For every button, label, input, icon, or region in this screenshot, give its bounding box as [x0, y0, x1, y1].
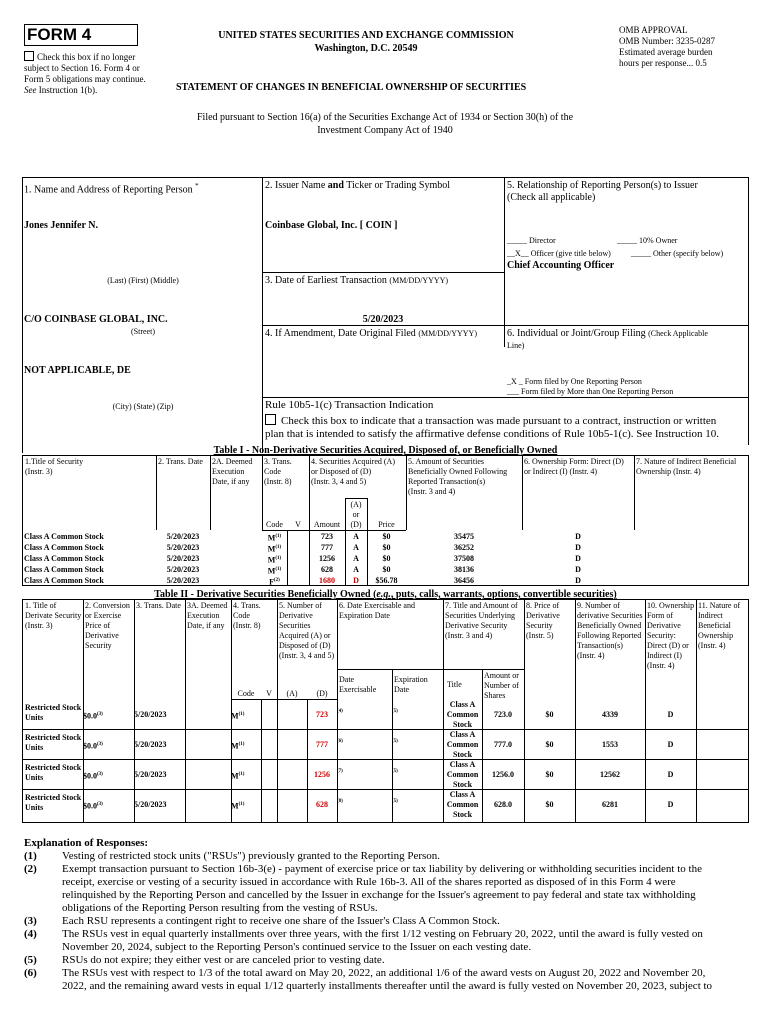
- box4-label: 4. If Amendment, Date Original Filed (MM/DD/YYYY): [265, 328, 477, 339]
- t1-sub-ad: (A) or (D): [350, 500, 362, 529]
- t2-cell-title-t2: Units: [25, 803, 44, 812]
- t2-cell-amount: [482, 710, 524, 720]
- t2-cell-underlying: [443, 760, 482, 790]
- t1-cell-date: [156, 554, 210, 564]
- t2-cell-conv-price-pfn[interactable]: (3): [97, 712, 103, 717]
- t2-cell-underlying-u2: Common: [446, 770, 479, 779]
- t1-cell-ad-text: A: [353, 543, 359, 552]
- t2-cell-code: [231, 770, 261, 782]
- t2-cell-date: [134, 800, 185, 810]
- t2-cell-form: [645, 770, 696, 780]
- t2-cell-underlying-u1: Class A: [449, 700, 476, 709]
- t2-cell-price-p8: $0: [545, 710, 554, 719]
- explanation-item: [24, 863, 750, 915]
- t2-h7: 7. Title and Amount of Securities Underlying Derivative Security (Instr. 3 and 4): [445, 601, 518, 640]
- t1-cell-price-text: $0: [382, 543, 391, 552]
- t2-cell-code-cfn[interactable]: (1): [238, 802, 245, 807]
- table1-row: [22, 564, 749, 575]
- t2-cell-form-form: D: [667, 770, 674, 779]
- t2-cell-conv-price-pfn[interactable]: (3): [97, 772, 103, 777]
- t1-cell-amount: [309, 554, 345, 564]
- t2-cell-amount-amt: 777.0: [494, 740, 512, 749]
- t2-h9: 9. Number of derivative Securities Beneficially Owned Following Reported Transaction(s) (Instr. 4): [577, 601, 643, 660]
- t2-cell-form-form: D: [667, 740, 674, 749]
- officer-title: Chief Accounting Officer: [507, 260, 615, 271]
- ten-pct-owner-option[interactable]: _____ 10% Owner: [617, 236, 678, 245]
- footnote-ref[interactable]: (2): [274, 578, 280, 583]
- t1-sub-price: Price: [378, 520, 395, 529]
- t1-cell-ad: [345, 543, 367, 553]
- table2-row: [22, 790, 749, 820]
- t2-cell-title-t1: Restricted Stock: [25, 763, 82, 772]
- t1-cell-date: [156, 543, 210, 553]
- t1-cell-date-text: 5/20/2023: [166, 565, 200, 574]
- explanation-item: [24, 915, 750, 928]
- explanation-number: (5): [24, 954, 37, 966]
- explanation-item: [24, 850, 750, 863]
- t2-cell-underlying-u2: Common: [446, 800, 479, 809]
- t2-cell-underlying-u1: Class A: [449, 790, 476, 799]
- street-label: (Street): [131, 327, 155, 336]
- t2-sub-code: Code: [237, 689, 255, 698]
- t1-cell-date-text: 5/20/2023: [166, 554, 200, 563]
- t2-cell-code-code: M: [231, 801, 239, 811]
- t1-cell-owned: [406, 532, 522, 542]
- t2-cell-code-cfn[interactable]: (1): [238, 712, 245, 717]
- street-value: C/O COINBASE GLOBAL, INC.: [24, 314, 168, 325]
- t1-sub-code: Code: [266, 520, 283, 529]
- t1-cell-price: [367, 565, 406, 575]
- explanation-line: Each RSU represents a contingent right to receive one share of the Issuer's Class A Common Stock.: [62, 915, 500, 927]
- t2-cell-amount-amt: 723.0: [494, 710, 512, 719]
- city-value: NOT APPLICABLE, DE: [24, 365, 131, 376]
- t1-cell-code-text: M: [267, 566, 276, 576]
- t2-cell-price: [524, 800, 575, 810]
- t2-cell-owned-owned: 1553: [602, 740, 618, 749]
- t2-cell-date-date: 5/20/2023: [134, 770, 167, 779]
- t2-cell-code-code: M: [231, 771, 239, 781]
- t1-cell-owned: [406, 543, 522, 553]
- t2-cell-price-p8: $0: [545, 800, 554, 809]
- t2-cell-owned: [575, 800, 645, 810]
- t2-cell-code-code: M: [231, 711, 239, 721]
- t2-cell-date-exercisable-de[interactable]: (8): [337, 799, 343, 804]
- t2-cell-amount-amt: 1256.0: [492, 770, 514, 779]
- t2-h6: 6. Date Exercisable and Expiration Date: [339, 601, 415, 620]
- officer-option[interactable]: __X__ Officer (give title below): [507, 249, 611, 258]
- t2-cell-expiration: [392, 797, 442, 809]
- table2-title: Table II - Derivative Securities Beneficially Owned (e.g., puts, calls, warrants, options, convertible securities): [154, 589, 617, 600]
- explanation-line: obligations of the Reporting Person resulting from the vesting of RSUs.: [62, 902, 378, 914]
- explanation-item: [24, 928, 750, 954]
- explanation-item: [24, 967, 750, 993]
- t1-cell-title-text: Class A Common Stock: [24, 576, 104, 585]
- t1-h2a: 2A. Deemed Execution Date, if any: [212, 457, 253, 486]
- box6-label: 6. Individual or Joint/Group Filing (Check Applicable Line): [507, 328, 708, 350]
- t1-cell-title-text: Class A Common Stock: [24, 565, 104, 574]
- t2-cell-expiration-ed[interactable]: (5): [392, 799, 398, 804]
- t1-cell-price-text: $0: [382, 554, 391, 563]
- t2-cell-title-t1: Restricted Stock: [25, 733, 82, 742]
- t1-cell-form-text: D: [575, 554, 581, 563]
- explanation-line: November 20, 2024, subject to the Reporting Person's continued service to the Issuer on each vesting date.: [62, 941, 532, 953]
- t1-cell-form: [522, 565, 634, 575]
- filed-pursuant-line-2: Investment Company Act of 1940: [317, 125, 453, 136]
- t2-cell-title-t2: Units: [25, 713, 44, 722]
- t2-h11: 11. Nature of Indirect Beneficial Ownership (Instr. 4): [698, 601, 741, 650]
- explanation-line: Vesting of restricted stock units ("RSUs") previously granted to the Reporting Person.: [62, 850, 441, 862]
- t2-cell-title-t1: Restricted Stock: [25, 703, 82, 712]
- t1-cell-title-text: Class A Common Stock: [24, 554, 104, 563]
- t1-cell-title: [24, 532, 158, 542]
- t2-cell-date: [134, 710, 185, 720]
- t2-cell-date-exercisable: [337, 797, 392, 809]
- t1-cell-form: [522, 554, 634, 564]
- rule-10b5-checkbox[interactable]: [265, 414, 276, 425]
- t1-cell-owned-text: 36252: [454, 543, 474, 552]
- t2-cell-code-cfn[interactable]: (1): [238, 742, 245, 747]
- t2-cell-underlying: [443, 790, 482, 820]
- t1-cell-ad-text: A: [353, 565, 359, 574]
- t2-cell-underlying-u3: Stock: [452, 810, 473, 819]
- t2-cell-underlying-u2: Common: [446, 710, 479, 719]
- t2-cell-date-exercisable: [337, 767, 392, 779]
- t1-cell-code-text: F: [269, 577, 275, 587]
- t1-cell-title: [24, 554, 158, 564]
- t2-cell-expiration: [392, 707, 442, 719]
- t2-cell-disposed-d: 777: [316, 740, 328, 749]
- t1-cell-form-text: D: [575, 565, 581, 574]
- t2-cell-conv-price-pfn[interactable]: (3): [97, 742, 103, 747]
- t1-cell-amount-text: 723: [321, 532, 333, 541]
- t2-cell-expiration: [392, 767, 442, 779]
- t2-cell-title: [25, 733, 85, 753]
- t2-cell-disposed: [307, 770, 337, 780]
- t1-cell-form: [522, 543, 634, 553]
- explanation-line: relinquished by the Reporting Person and cancelled by the Issuer in exchange for the Issuer's agreement to pay federal and state tax withholding: [62, 889, 696, 901]
- t1-h1: 1.Title of Security (Instr. 3): [25, 457, 84, 476]
- t2-cell-disposed: [307, 710, 337, 720]
- t1-cell-owned-text: 38136: [454, 565, 474, 574]
- t2-cell-title-t1: Restricted Stock: [25, 793, 82, 802]
- t2-cell-underlying-u3: Stock: [452, 780, 473, 789]
- t2-cell-title: [25, 763, 85, 783]
- t1-cell-owned-text: 37508: [454, 554, 474, 563]
- t2-cell-code: [231, 800, 261, 812]
- t1-cell-owned: [406, 554, 522, 564]
- t1-cell-date: [156, 565, 210, 575]
- explanation-line: 2022, and the remaining award vests in equal 1/12 quarterly installments thereafter until the award is fully vested on November 20, 2023, subject to: [62, 980, 713, 992]
- t1-cell-price-text: $56.78: [375, 576, 398, 585]
- t2-h8: 8. Price of Derivative Security (Instr. 5): [526, 601, 560, 640]
- one-reporting-person-option[interactable]: _X _ Form filed by One Reporting Person: [507, 377, 642, 386]
- explanation-number: (4): [24, 928, 37, 940]
- t2-cell-form-form: D: [667, 800, 674, 809]
- t1-h7: 7. Nature of Indirect Beneficial Ownership (Instr. 4): [636, 457, 737, 476]
- t2-cell-code: [231, 710, 261, 722]
- t2-cell-date: [134, 740, 185, 750]
- t2-cell-owned: [575, 710, 645, 720]
- t2-sub-d: (D): [316, 689, 328, 698]
- t1-cell-amount-text: 1256: [319, 554, 335, 563]
- t2-h10: 10. Ownership Form of Derivative Security: Direct (D) or Indirect (I) (Instr. 4): [647, 601, 695, 670]
- t1-cell-form: [522, 532, 634, 542]
- t2-cell-code: [231, 740, 261, 752]
- t2-cell-underlying-u3: Stock: [452, 750, 473, 759]
- t2-cell-underlying-u1: Class A: [449, 760, 476, 769]
- footnote-ref[interactable]: (1): [275, 545, 282, 550]
- t1-cell-amount: [309, 532, 345, 542]
- t2-cell-code-code: M: [231, 741, 239, 751]
- multiple-reporting-person-option[interactable]: ___ Form filed by More than One Reporting Person: [507, 387, 674, 396]
- t1-cell-amount-text: 1680: [319, 576, 335, 585]
- t1-cell-ad: [345, 565, 367, 575]
- t2-cell-form: [645, 710, 696, 720]
- explanation-line: receipt, exercise or vesting of a security issued in accordance with Rule 16b-3. All of the shares reported as disposed of in this Form 4 were: [62, 876, 676, 888]
- t2-cell-conv-price: [83, 770, 134, 782]
- t1-cell-date-text: 5/20/2023: [166, 543, 200, 552]
- t2-h5: 5. Number of Derivative Securities Acquired (A) or Disposed of (D) (Instr. 3, 4 and 5): [279, 601, 335, 660]
- t1-sub-v: V: [295, 520, 301, 529]
- t1-cell-price: [367, 532, 406, 542]
- t2-cell-expiration: [392, 737, 442, 749]
- t1-h3: 3. Trans. Code (Instr. 8): [264, 457, 292, 486]
- t2-cell-conv-price-price: $0.0: [83, 801, 97, 811]
- t2-h3a: 3A. Deemed Execution Date, if any: [187, 601, 228, 630]
- t2-cell-price-p8: $0: [545, 740, 554, 749]
- t2-cell-date-exercisable: [337, 737, 392, 749]
- t1-cell-form-text: D: [575, 576, 581, 585]
- director-option[interactable]: _____ Director: [507, 236, 556, 245]
- t2-cell-expiration-ed[interactable]: (5): [392, 709, 398, 714]
- t2-cell-date-exercisable-de[interactable]: (6): [337, 739, 343, 744]
- t1-sub-amount: Amount: [313, 520, 341, 529]
- table2-row: [22, 700, 749, 730]
- t2-cell-conv-price-pfn[interactable]: (3): [97, 802, 103, 807]
- table1-title: Table I - Non-Derivative Securities Acquired, Disposed of, or Beneficially Owned: [213, 445, 558, 456]
- t1-cell-code-text: M: [267, 544, 276, 554]
- t2-cell-underlying-u2: Common: [446, 740, 479, 749]
- t2-cell-title: [25, 793, 85, 813]
- t2-cell-amount: [482, 740, 524, 750]
- t2-h4: 4. Trans. Code (Instr. 8): [233, 601, 261, 630]
- t2-cell-underlying-u3: Stock: [452, 720, 473, 729]
- issuer-name: Coinbase Global, Inc. [ COIN ]: [265, 220, 398, 231]
- t2-cell-price: [524, 710, 575, 720]
- t2-cell-date-exercisable-de[interactable]: (7): [337, 769, 343, 774]
- t2-cell-disposed-d: 628: [316, 800, 328, 809]
- table1-row: [22, 531, 749, 542]
- t1-cell-title-text: Class A Common Stock: [24, 543, 104, 552]
- t2-cell-underlying: [443, 700, 482, 730]
- explanation-line: The RSUs vest with respect to 1/3 of the total award on May 20, 2022, an additional 1/6 of the award vests on August 20, 2022 and November 20,: [62, 967, 706, 979]
- footnote-ref[interactable]: (1): [275, 556, 282, 561]
- t2-cell-expiration-ed[interactable]: (5): [392, 769, 398, 774]
- explanation-number: (1): [24, 850, 37, 862]
- statement-title: STATEMENT OF CHANGES IN BENEFICIAL OWNERSHIP OF SECURITIES: [176, 82, 527, 93]
- t2-cell-conv-price-price: $0.0: [83, 711, 97, 721]
- box5-label: 5. Relationship of Reporting Person(s) to Issuer (Check all applicable): [507, 180, 698, 203]
- t1-cell-ad: [345, 554, 367, 564]
- t1-cell-title: [24, 543, 158, 553]
- t1-cell-amount: [309, 565, 345, 575]
- rule-10b5-label: Rule 10b5-1(c) Transaction Indication: [265, 399, 434, 411]
- t2-cell-amount: [482, 770, 524, 780]
- t2-h1: 1. Title of Derivate Security (Instr. 3): [25, 601, 82, 630]
- t2-cell-conv-price-price: $0.0: [83, 771, 97, 781]
- t2-cell-form: [645, 800, 696, 810]
- t2-cell-date-exercisable: [337, 707, 392, 719]
- t1-cell-title: [24, 565, 158, 575]
- t1-cell-date: [156, 532, 210, 542]
- t2-cell-disposed-d: 723: [316, 710, 328, 719]
- t2-cell-disposed: [307, 800, 337, 810]
- t1-h5: 5. Amount of Securities Beneficially Owned Following Reported Transaction(s) (Instr. 3 and 4): [408, 457, 508, 496]
- t2-cell-date-exercisable-de[interactable]: (4): [337, 709, 343, 714]
- no-longer-subject-checkbox[interactable]: [24, 51, 34, 61]
- t2-cell-date: [134, 770, 185, 780]
- table1-row: [22, 542, 749, 553]
- no-longer-subject-checkbox-text: Check this box if no longer subject to Section 16. Form 4 or Form 5 obligations may continue. See Instruction 1(b).: [24, 52, 146, 95]
- t2-cell-form-form: D: [667, 710, 674, 719]
- t2-cell-underlying-u1: Class A: [449, 730, 476, 739]
- t1-cell-ad-text: A: [353, 532, 359, 541]
- t2-cell-price-p8: $0: [545, 770, 554, 779]
- t2-sub-v: V: [266, 689, 272, 698]
- t2-sub-expiration: Expiration Date: [394, 675, 428, 694]
- t2-sub-a: (A): [286, 689, 298, 698]
- t2-cell-date-date: 5/20/2023: [134, 710, 167, 719]
- explanation-line: Exempt transaction pursuant to Section 16b-3(e) - payment of exercise price or tax liability by delivering or withholding securities incident to the: [62, 863, 702, 875]
- t2-cell-owned-owned: 4339: [602, 710, 618, 719]
- t2-cell-disposed-d: 1256: [314, 770, 330, 779]
- t2-cell-conv-price: [83, 800, 134, 812]
- t2-cell-amount-amt: 628.0: [494, 800, 512, 809]
- table2-row: [22, 760, 749, 790]
- t2-cell-title-t2: Units: [25, 743, 44, 752]
- reporting-person-name: Jones Jennifer N.: [24, 220, 98, 231]
- other-option[interactable]: _____ Other (specify below): [631, 249, 724, 258]
- t1-cell-price-text: $0: [382, 565, 391, 574]
- t2-cell-amount: [482, 800, 524, 810]
- agency-line-1: UNITED STATES SECURITIES AND EXCHANGE COMMISSION: [218, 30, 514, 41]
- explanation-number: (2): [24, 863, 37, 875]
- t1-cell-owned-text: 36456: [454, 576, 474, 585]
- t2-sub-amount: Amount or Number of Shares: [484, 671, 519, 700]
- box2-label: 2. Issuer Name and Ticker or Trading Symbol: [265, 180, 451, 191]
- rule-10b5-text: Check this box to indicate that a transaction was made pursuant to a contract, instruction or written plan that is intended to satisfy the affirmative defense conditions of Rule 10b5-1(c). See Instruction 10.: [265, 415, 720, 440]
- t1-cell-title-text: Class A Common Stock: [24, 532, 104, 541]
- form-title: FORM 4: [27, 25, 92, 44]
- t2-cell-disposed: [307, 740, 337, 750]
- explanation-title: Explanation of Responses:: [24, 837, 149, 849]
- filed-pursuant-line-1: Filed pursuant to Section 16(a) of the Securities Exchange Act of 1934 or Section 30(h) of the: [196, 112, 574, 123]
- t1-cell-amount-text: 628: [321, 565, 333, 574]
- t2-cell-price: [524, 740, 575, 750]
- t1-cell-amount: [309, 543, 345, 553]
- t2-cell-title-t2: Units: [25, 773, 44, 782]
- t1-cell-code-text: M: [267, 533, 276, 543]
- t1-cell-code-text: M: [267, 555, 276, 565]
- t2-cell-code-cfn[interactable]: (1): [238, 772, 245, 777]
- t1-h4: 4. Securities Acquired (A) or Disposed of (D) (Instr. 3, 4 and 5): [311, 457, 395, 486]
- t1-cell-date-text: 5/20/2023: [166, 532, 200, 541]
- explanation-number: (6): [24, 967, 37, 979]
- t1-cell-amount-text: 777: [321, 543, 333, 552]
- t2-cell-owned-owned: 12562: [600, 770, 620, 779]
- t2-sub-title: Title: [447, 680, 462, 689]
- explanation-line: The RSUs vest in equal quarterly installments over three years, with the first 1/12 vesting on February 20, 2022, until the award is fully vested on: [62, 928, 703, 940]
- t2-cell-conv-price-price: $0.0: [83, 741, 97, 751]
- t2-cell-owned: [575, 770, 645, 780]
- earliest-transaction-date: 5/20/2023: [362, 314, 404, 325]
- explanation-number: (3): [24, 915, 37, 927]
- form-title-box: [24, 24, 138, 46]
- t2-cell-conv-price: [83, 710, 134, 722]
- t1-h2: 2. Trans. Date: [158, 457, 203, 466]
- table1-row: [22, 553, 749, 564]
- explanation-line: RSUs do not expire; they either vest or are canceled prior to vesting date.: [62, 954, 385, 966]
- t1-cell-price-text: $0: [382, 532, 391, 541]
- t1-cell-ad-text: A: [353, 554, 359, 563]
- t2-h3: 3. Trans. Date: [136, 601, 181, 610]
- footnote-ref[interactable]: (1): [275, 534, 282, 539]
- t2-cell-owned: [575, 740, 645, 750]
- t2-cell-price: [524, 770, 575, 780]
- t2-sub-date-exercisable: Date Exercisable: [339, 675, 377, 694]
- t2-h2: 2. Conversion or Exercise Price of Derivative Security: [85, 601, 130, 650]
- t1-cell-form-text: D: [575, 532, 581, 541]
- t2-cell-title: [25, 703, 85, 723]
- t2-cell-form: [645, 740, 696, 750]
- box3-label: 3. Date of Earliest Transaction (MM/DD/YYYY): [265, 275, 449, 286]
- t2-cell-date-date: 5/20/2023: [134, 800, 167, 809]
- t1-h6: 6. Ownership Form: Direct (D) or Indirect (I) (Instr. 4): [524, 457, 624, 476]
- t1-cell-owned: [406, 565, 522, 575]
- box1-label: 1. Name and Address of Reporting Person *: [24, 182, 199, 196]
- t2-cell-conv-price: [83, 740, 134, 752]
- city-label: (City) (State) (Zip): [112, 402, 174, 411]
- t2-cell-underlying: [443, 730, 482, 760]
- t1-cell-ad-text: D: [353, 576, 359, 585]
- t2-cell-owned-owned: 6281: [602, 800, 618, 809]
- footnote-ref[interactable]: (1): [275, 567, 282, 572]
- t2-cell-expiration-ed[interactable]: (5): [392, 739, 398, 744]
- explanation-item: [24, 954, 750, 967]
- t1-cell-ad: [345, 532, 367, 542]
- t1-cell-price: [367, 554, 406, 564]
- omb-approval: OMB APPROVAL OMB Number: 3235-0287 Estimated average burden hours per response... 0.5: [619, 25, 715, 68]
- table2-row: [22, 730, 749, 760]
- t1-cell-form-text: D: [575, 543, 581, 552]
- name-parts-label: (Last) (First) (Middle): [107, 276, 179, 285]
- explanation-list: [24, 850, 750, 993]
- t1-cell-price: [367, 543, 406, 553]
- t1-cell-owned-text: 35475: [454, 532, 474, 541]
- agency-line-2: Washington, D.C. 20549: [314, 43, 418, 54]
- t1-cell-date-text: 5/20/2023: [166, 576, 200, 585]
- t2-cell-date-date: 5/20/2023: [134, 740, 167, 749]
